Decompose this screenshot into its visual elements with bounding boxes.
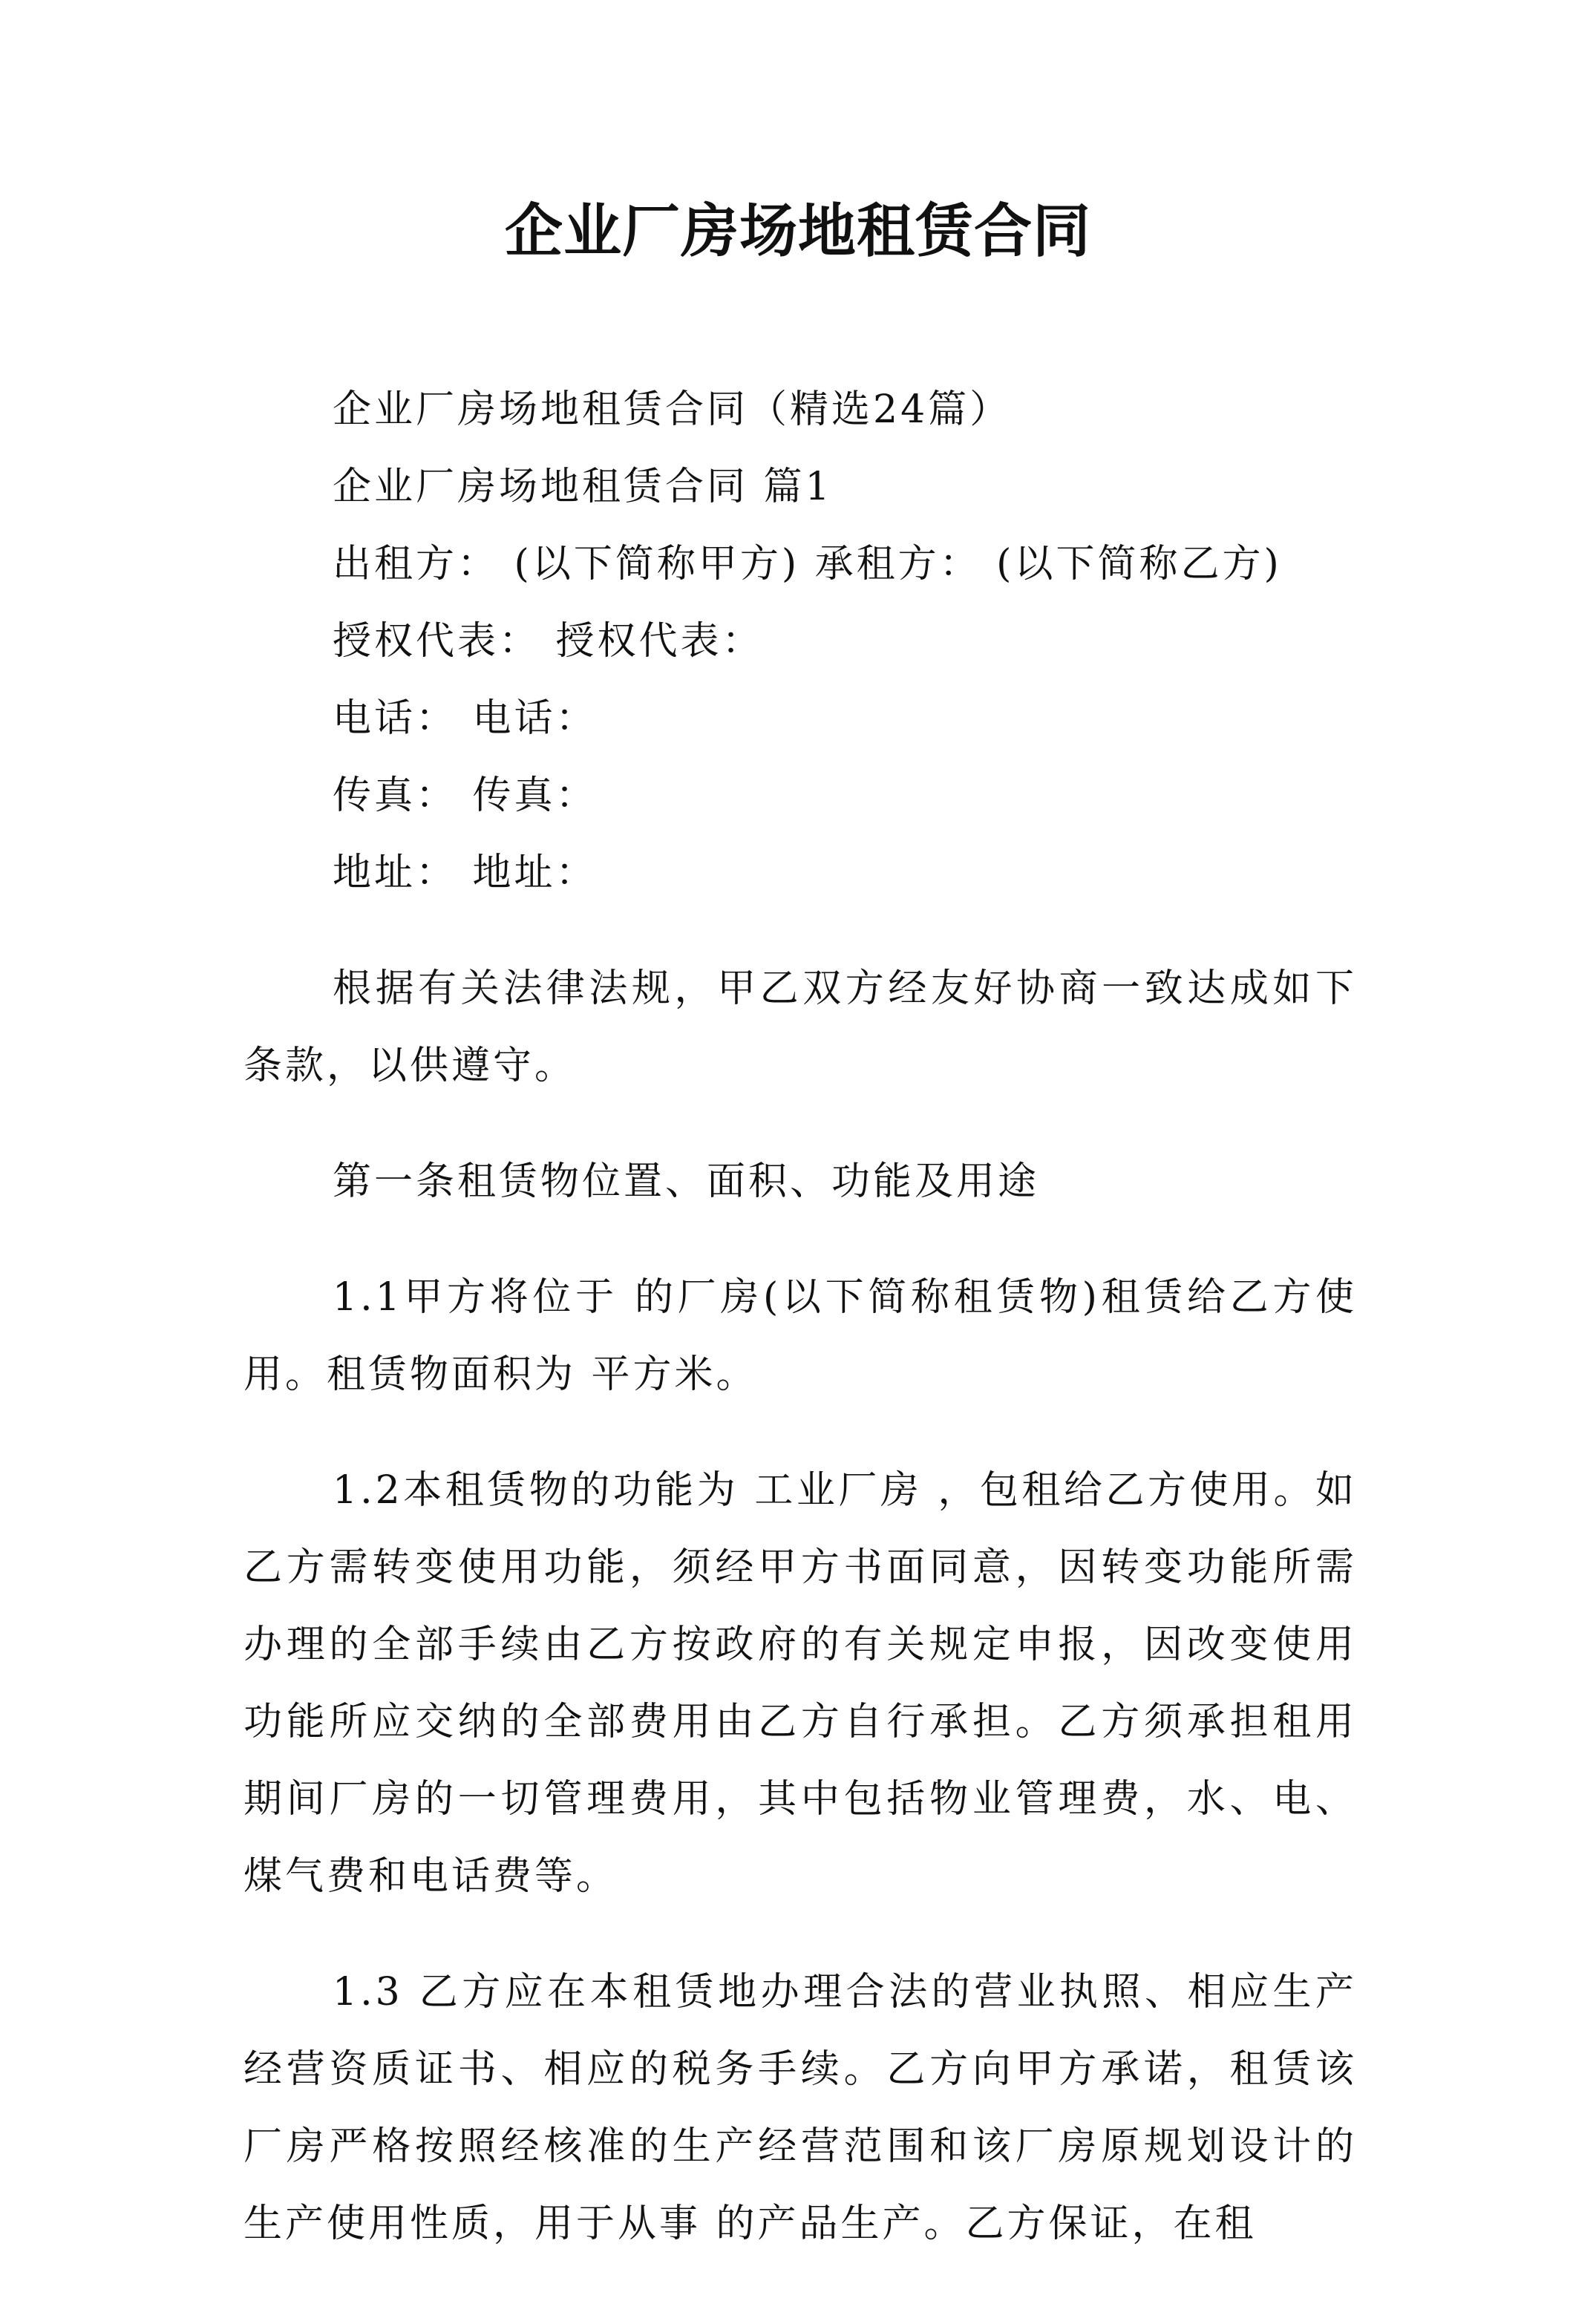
paragraph-article-1-heading: 第一条租赁物位置、面积、功能及用途: [333, 1159, 1040, 1204]
paragraph-address: 地址： 地址：: [333, 851, 598, 895]
paragraph-clause-1-2: 1.2本租赁物的功能为 工业厂房 ，包租给乙方使用。如乙方需转变使用功能，须经甲方书面同意，因转变功能所需办理的全部手续由乙方按政府的有关规定申报，因改变使用功能所应交纳的全部费用由乙方自行承担。乙方须承担租用期间厂房的一切管理费用，其中包括物业管理费，水、电、煤气费和电话费等。: [243, 1468, 1357, 1899]
paragraph-intro: 根据有关法律法规，甲乙双方经友好协商一致达成如下条款，以供遵守。: [243, 966, 1357, 1088]
paragraph-fax: 传真： 传真：: [333, 773, 598, 818]
paragraph-clause-1-1: 1.1甲方将位于 的厂房(以下简称租赁物)租赁给乙方使用。租赁物面积为 平方米。: [243, 1275, 1357, 1397]
paragraph-representatives: 授权代表： 授权代表：: [333, 619, 764, 664]
paragraph-part-heading: 企业厂房场地租赁合同 篇1: [333, 465, 833, 509]
paragraph-parties: 出租方： (以下简称甲方) 承租方： (以下简称乙方): [333, 542, 1282, 586]
paragraph-clause-1-3: 1.3 乙方应在本租赁地办理合法的营业执照、相应生产经营资质证书、相应的税务手续。乙方向甲方承诺，租赁该厂房严格按照经核准的生产经营范围和该厂房原规划设计的生产使用性质，用于从事 的产品生产。乙方保证，在租: [243, 1970, 1357, 2246]
document-body: [243, 371, 1357, 2301]
paragraph-subtitle: 企业厂房场地租赁合同（精选24篇）: [333, 387, 1012, 432]
document-title: 企业厂房场地租赁合同: [504, 197, 1091, 265]
paragraph-phone: 电话： 电话：: [333, 696, 598, 741]
